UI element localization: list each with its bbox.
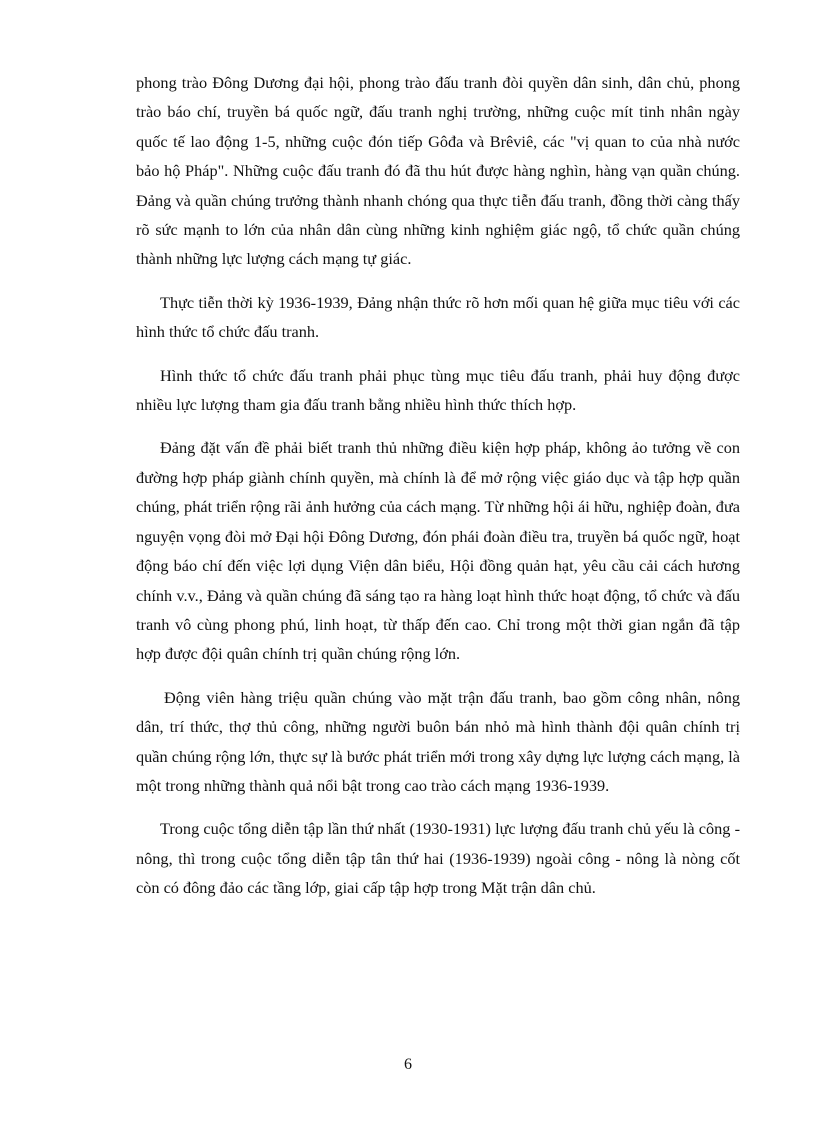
page-number: 6 [404,1056,412,1073]
paragraph-3: Hình thức tổ chức đấu tranh phải phục tùng mục tiêu đấu tranh, phải huy động được nhiều lực lượng tham gia đấu tranh bằng nhiều hình thức thích hợp. [136,365,740,415]
paragraph-4: Đảng đặt vấn đề phải biết tranh thủ những điều kiện hợp pháp, không ảo tưởng về con đường hợp pháp giành chính quyền, mà chính là để mở rộng việc giáo dục và tập hợp quần chúng, phát triển rộng rãi ảnh hưởng của cách mạng. Từ những hội ái hữu, nghiệp đoàn, đưa nguyện vọng đòi mở Đại hội Đông Dương, đón phái đoàn điều tra, truyền bá quốc ngữ, hoạt động báo chí đến việc lợi dụng Viện dân biểu, Hội đồng quản hạt, yêu cầu cải cách hương chính v.v., Đảng và quần chúng đã sáng tạo ra hàng loạt hình thức hoạt động, tổ chức và đấu tranh vô cùng phong phú, linh hoạt, từ thấp đến cao. Chỉ trong một thời gian ngắn đã tập hợp được đội quân chính trị quần chúng rộng lớn. [136,438,740,664]
paragraph-5: Động viên hàng triệu quần chúng vào mặt trận đấu tranh, bao gồm công nhân, nông dân, trí thức, thợ thủ công, những người buôn bán nhỏ mà hình thành đội quân chính trị quần chúng rộng lớn, thực sự là bước phát triển mới trong xây dựng lực lượng cách mạng, là một trong những thành quả nổi bật trong cao trào cách mạng 1936-1939. [136,687,740,795]
paragraph-2: Thực tiễn thời kỳ 1936-1939, Đảng nhận thức rõ hơn mối quan hệ giữa mục tiêu với các hình thức tổ chức đấu tranh. [136,292,740,342]
paragraph-6: Trong cuộc tổng diễn tập lần thứ nhất (1930-1931) lực lượng đấu tranh chủ yếu là công - nông, thì trong cuộc tổng diễn tập tân thứ hai (1936-1939) ngoài công - nông là nòng cốt còn có đông đảo các tầng lớp, giai cấp tập hợp trong Mặt trận dân chủ. [136,819,740,898]
paragraph-1: phong trào Đông Dương đại hội, phong trào đấu tranh đòi quyền dân sinh, dân chủ, phong trào báo chí, truyền bá quốc ngữ, đấu tranh nghị trường, những cuộc mít tinh nhân ngày quốc tế lao động 1-5, những cuộc đón tiếp Gôđa và Brêviê, các "vị quan to của nhà nước bảo hộ Pháp". Những cuộc đấu tranh đó đã thu hút được hàng nghìn, hàng vạn quần chúng. Đảng và quần chúng trưởng thành nhanh chóng qua thực tiễn đấu tranh, đồng thời càng thấy rõ sức mạnh to lớn của nhân dân cùng những kinh nghiệm giác ngộ, tổ chức quần chúng thành những lực lượng cách mạng tự giác. [136,73,740,269]
document-body [136,68,740,917]
